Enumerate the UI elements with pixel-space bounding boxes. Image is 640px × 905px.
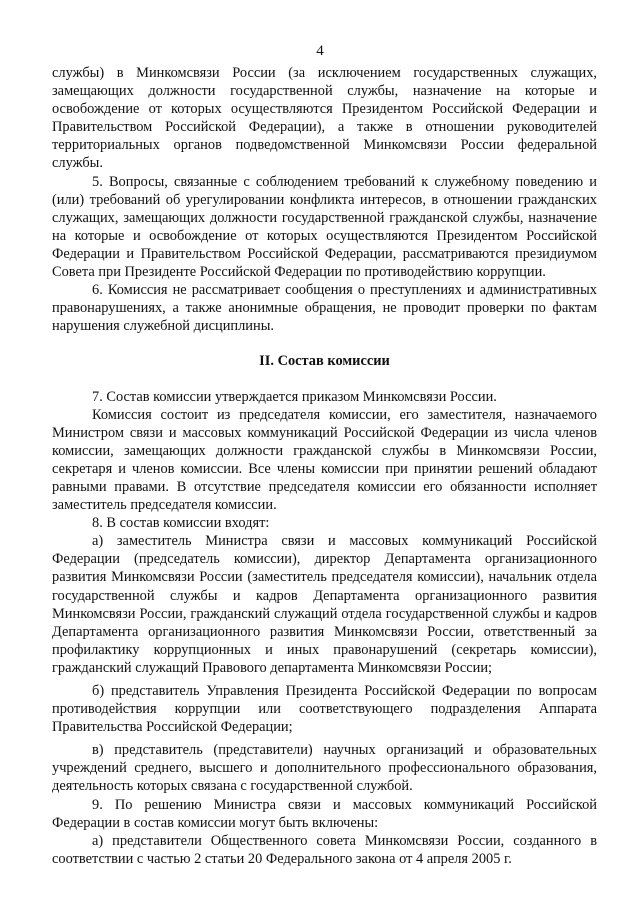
- paragraph-9: 9. По решению Министра связи и массовых коммуникаций Российской Федерации в состав комиссии могут быть включены:: [52, 796, 597, 831]
- document-body: [52, 64, 597, 868]
- paragraph-8: 8. В состав комиссии входят:: [92, 515, 270, 532]
- paragraph-7: 7. Состав комиссии утверждается приказом Минкомсвязи России.: [92, 388, 497, 405]
- paragraph-commission-composition: Комиссия состоит из председателя комиссии, его заместителя, назначаемого Министром связи и массовых коммуникаций Российской Федерации из числа членов комиссии, замещающих должности гражданской службы в Минкомсвязи России, секретаря и членов комиссии. Все члены комиссии при принятии решений обладают равными правами. В отсутствие председателя комиссии его обязанности исполняет заместитель председателя комиссии.: [52, 406, 597, 514]
- paragraph-8b: б) представитель Управления Президента Российской Федерации по вопросам противодействия коррупции или соответствующего подразделения Аппарата Правительства Российской Федерации;: [52, 683, 597, 736]
- paragraph-6: 6. Комиссия не рассматривает сообщения о преступлениях и административных правонарушениях, а также анонимные обращения, не проводит проверки по фактам нарушения служебной дисциплины.: [52, 282, 597, 335]
- section-heading: II. Состав комиссии: [259, 353, 390, 370]
- paragraph-8v: в) представитель (представители) научных организаций и образовательных учреждений среднего, высшего и дополнительного профессионального образования, деятельность которых связана с государственной службой.: [52, 742, 597, 795]
- paragraph-8a: а) заместитель Министра связи и массовых коммуникаций Российской Федерации (председатель комиссии), директор Департамента организационного развития Минкомсвязи России (заместитель председателя комиссии), начальник отдела государственной службы и кадров Департамента организационного развития Минкомсвязи России, гражданский служащий отдела государственной службы и кадров Департамента организационного развития Минкомсвязи России, ответственный за профилактику коррупционных и иных правонарушений (секретарь комиссии), гражданский служащий Правового департамента Минкомсвязи России;: [52, 533, 597, 676]
- paragraph-continuation: службы) в Минкомсвязи России (за исключением государственных служащих, замещающих должности государственной службы, назначение на которые и освобождение от которых осуществляются Президентом Российской Федерации и Правительством Российской Федерации), а также в отношении руководителей территориальных органов подведомственной Минкомсвязи России федеральной службы.: [52, 65, 597, 172]
- paragraph-9a: а) представители Общественного совета Минкомсвязи России, созданного в соответствии с частью 2 статьи 20 Федерального закона от 4 апреля 2005 г.: [52, 832, 597, 867]
- page-number: 4: [316, 43, 324, 59]
- paragraph-5: 5. Вопросы, связанные с соблюдением требований к служебному поведению и (или) требований об урегулировании конфликта интересов, в отношении гражданских служащих, замещающих должности государственной гражданской службы, назначение на которые и освобождение от которых осуществляются Президентом Российской Федерации и Правительством Российской Федерации, рассматриваются президиумом Совета при Президенте Российской Федерации по противодействию коррупции.: [52, 173, 597, 281]
